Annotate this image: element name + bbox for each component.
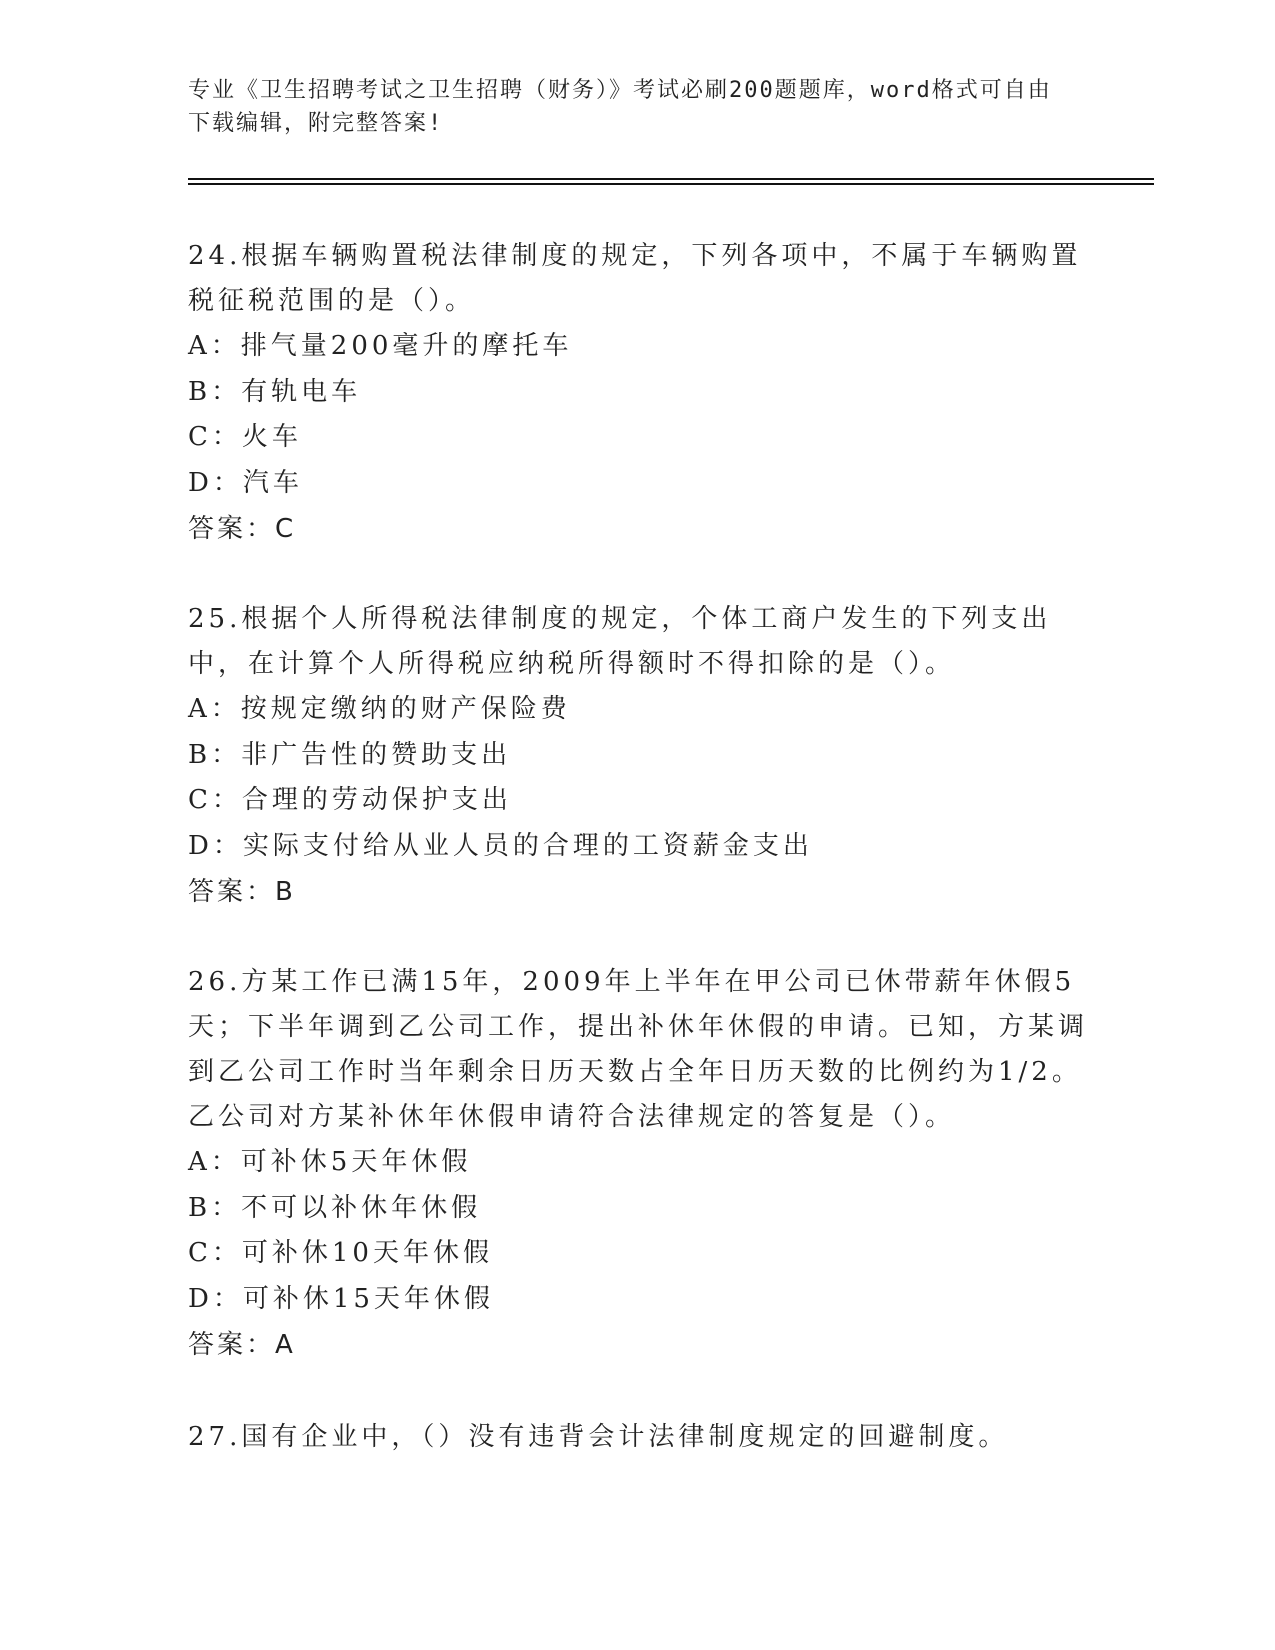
option-c: C：火车	[188, 422, 302, 452]
answer: 答案：C	[188, 514, 297, 544]
option-d: D：可补休15天年休假	[188, 1283, 494, 1314]
question-25	[188, 597, 1088, 915]
question-stem: 25.根据个人所得税法律制度的规定，个体工商户发生的下列支出中，在计算个人所得税应纳税所得额时不得扣除的是（）。	[188, 604, 1052, 679]
question-stem: 27.国有企业中，（）没有违背会计法律制度规定的回避制度。	[188, 1422, 1009, 1452]
answer: 答案：B	[188, 877, 296, 907]
question-stem: 24.根据车辆购置税法律制度的规定，下列各项中，不属于车辆购置税征税范围的是（）。	[188, 241, 1082, 316]
document-header: 专业《卫生招聘考试之卫生招聘（财务）》考试必刷200题题库，word格式可自由下载编辑，附完整答案!	[188, 78, 1052, 136]
answer: 答案：A	[188, 1330, 296, 1360]
header-divider-top	[188, 178, 1154, 180]
option-c: C：可补休10天年休假	[188, 1238, 493, 1268]
question-26	[188, 960, 1088, 1368]
question-stem: 26.方某工作已满15年，2009年上半年在甲公司已休带薪年休假5天；下半年调到乙公司工作，提出补休年休假的申请。已知，方某调到乙公司工作时当年剩余日历天数占全年日历天数的比例约为1/2。乙公司对方某补休年休假申请符合法律规定的答复是（）。	[188, 967, 1089, 1132]
option-d: D：实际支付给从业人员的合理的工资薪金支出	[188, 830, 813, 861]
option-a: A：可补休5天年休假	[188, 1147, 472, 1177]
option-b: B：有轨电车	[188, 376, 362, 407]
option-a: A：按规定缴纳的财产保险费	[188, 694, 571, 724]
option-c: C：合理的劳动保护支出	[188, 785, 512, 815]
question-24	[188, 234, 1088, 552]
question-27	[188, 1415, 1088, 1460]
header-divider-bottom	[188, 183, 1154, 185]
option-a: A：排气量200毫升的摩托车	[188, 331, 573, 361]
option-d: D：汽车	[188, 467, 303, 498]
option-b: B：非广告性的赞助支出	[188, 739, 512, 770]
option-b: B：不可以补休年休假	[188, 1192, 482, 1223]
